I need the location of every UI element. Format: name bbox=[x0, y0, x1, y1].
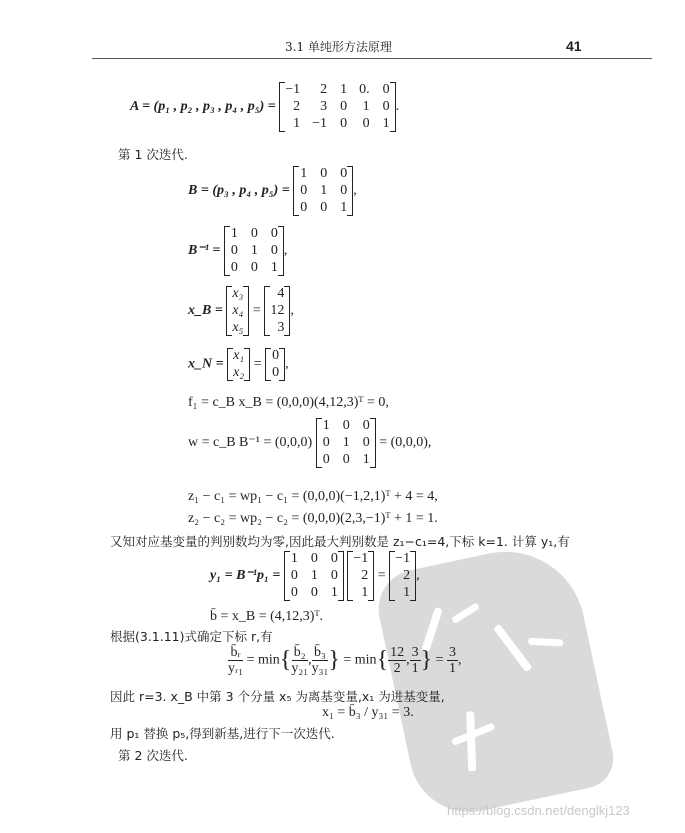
equation-z1: z₁ − c₁ = wp₁ − c₁ = (0,0,0)(−1,2,1)ᵀ + 4 = 4, bbox=[188, 489, 438, 504]
paragraph-4: 用 p₁ 替换 p₅,得到新基,进行下一次迭代. bbox=[110, 726, 335, 741]
iteration-2-heading: 第 2 次迭代. bbox=[118, 748, 188, 763]
matrix-cell: 0 bbox=[290, 568, 298, 583]
matrix-cell: 0 bbox=[250, 260, 258, 275]
eq-tail: , bbox=[285, 356, 289, 372]
fraction bbox=[388, 645, 406, 676]
stamp-stroke bbox=[451, 602, 480, 624]
eq-tail: , bbox=[283, 243, 288, 259]
matrix-cell: 1 bbox=[320, 183, 328, 198]
equation-A bbox=[130, 82, 399, 132]
matrix-cell: 0 bbox=[300, 183, 308, 198]
numerator: 12 bbox=[390, 645, 405, 660]
matrix-cell: 2 bbox=[320, 82, 328, 97]
matrix-cell: 0 bbox=[322, 452, 330, 467]
eq-lhs: x_B = bbox=[188, 303, 223, 319]
matrix-cell: 0 bbox=[230, 243, 238, 258]
matrix-cell: 0 bbox=[270, 243, 278, 258]
matrix-cell: 0 bbox=[300, 200, 308, 215]
matrix-cell: 0 bbox=[330, 551, 338, 566]
fraction bbox=[410, 645, 421, 676]
matrix-cell: 0 bbox=[272, 348, 280, 363]
equation-x1: x₁ = b̄₃ / y₃₁ = 3. bbox=[322, 705, 414, 720]
eq-lhs: B = (p₃ , p₄ , p₅) = bbox=[188, 183, 290, 199]
matrix-B bbox=[293, 166, 353, 216]
matrix-cell: 2 bbox=[293, 99, 301, 114]
matrix-cell: 1 bbox=[293, 116, 301, 131]
vector-p1 bbox=[347, 551, 374, 601]
matrix-cell: 12 bbox=[270, 303, 285, 318]
matrix-cell: 1 bbox=[230, 226, 238, 241]
matrix-cell: 1 bbox=[403, 585, 411, 600]
matrix-cell: 0 bbox=[270, 226, 278, 241]
eq-sign: = min bbox=[246, 652, 280, 668]
right-brace: } bbox=[420, 647, 433, 673]
matrix-cell: 2 bbox=[403, 568, 411, 583]
matrix-cell: 1 bbox=[310, 568, 318, 583]
header-rule bbox=[92, 58, 652, 59]
denominator: yᵣ₁ bbox=[228, 661, 244, 676]
equation-w bbox=[188, 418, 431, 468]
matrix-B-inverse bbox=[224, 226, 284, 276]
eq-sign: = bbox=[253, 356, 262, 372]
matrix-cell: x₄ bbox=[232, 303, 244, 318]
denominator: 1 bbox=[449, 661, 457, 676]
equation-b-bar: b̄ = x_B = (4,12,3)ᵀ. bbox=[210, 609, 324, 624]
matrix-B-inverse bbox=[284, 551, 344, 601]
eq-lhs: x_N = bbox=[188, 356, 224, 372]
matrix-cell: x₅ bbox=[232, 320, 244, 335]
matrix-cell: 1 bbox=[340, 200, 348, 215]
numerator: b̄ᵣ bbox=[230, 645, 241, 660]
matrix-cell: 1 bbox=[362, 99, 370, 114]
matrix-cell: x₂ bbox=[233, 365, 245, 380]
matrix-cell: 1 bbox=[250, 243, 258, 258]
matrix-cell: 0 bbox=[362, 418, 370, 433]
matrix-cell: 0 bbox=[320, 200, 328, 215]
numerator: 3 bbox=[449, 645, 457, 660]
left-brace: { bbox=[279, 647, 292, 673]
matrix-cell: 0 bbox=[290, 585, 298, 600]
matrix-cell: 3 bbox=[277, 320, 285, 335]
paragraph-3: 因此 r=3. x_B 中第 3 个分量 x₅ 为离基变量,x₁ 为进基变量, bbox=[110, 689, 445, 704]
eq-sign: = bbox=[377, 568, 386, 584]
matrix-cell: 1 bbox=[382, 116, 390, 131]
right-brace: } bbox=[328, 647, 340, 673]
eq-lhs: w = c_B B⁻¹ = (0,0,0) bbox=[188, 435, 313, 451]
equation-f1: f₁ = c_B x_B = (0,0,0)(4,12,3)ᵀ = 0, bbox=[188, 395, 389, 410]
matrix-cell: 0 bbox=[382, 99, 390, 114]
matrix-cell: 1 bbox=[300, 166, 308, 181]
denominator: 2 bbox=[393, 661, 401, 676]
watermark: https://blog.csdn.net/denglkj123 bbox=[447, 803, 630, 818]
matrix-cell: 0 bbox=[382, 82, 390, 97]
matrix-cell: 0 bbox=[340, 116, 348, 131]
denominator: y₂₁ bbox=[291, 661, 309, 676]
matrix-cell: 0 bbox=[230, 260, 238, 275]
matrix-cell: 1 bbox=[330, 585, 338, 600]
matrix-A bbox=[279, 82, 395, 132]
eq-lhs: B⁻¹ = bbox=[188, 243, 221, 259]
fraction bbox=[228, 645, 243, 676]
matrix-cell: 3 bbox=[320, 99, 328, 114]
fraction bbox=[312, 645, 329, 676]
eq-tail: , bbox=[458, 652, 462, 668]
matrix-cell: −1 bbox=[312, 116, 328, 131]
matrix-cell: −1 bbox=[395, 551, 411, 566]
matrix-cell: 0 bbox=[322, 435, 330, 450]
matrix-cell: 0 bbox=[362, 435, 370, 450]
eq-tail: . bbox=[395, 99, 400, 115]
equation-B-inverse bbox=[188, 226, 287, 276]
matrix-cell: x₁ bbox=[233, 348, 245, 363]
equation-y1 bbox=[210, 551, 420, 601]
matrix-cell: 1 bbox=[270, 260, 278, 275]
matrix-cell: 0 bbox=[362, 116, 370, 131]
equation-B bbox=[188, 166, 357, 216]
fraction bbox=[447, 645, 458, 676]
matrix-cell: 0 bbox=[272, 365, 280, 380]
stamp-stroke bbox=[466, 711, 476, 771]
matrix-cell: x₃ bbox=[232, 286, 244, 301]
eq-tail: = (0,0,0), bbox=[379, 435, 432, 451]
numerator: b̄₂ bbox=[293, 645, 306, 660]
stamp-stroke bbox=[528, 638, 563, 647]
matrix-identity bbox=[316, 418, 376, 468]
fraction bbox=[291, 645, 308, 676]
matrix-cell: 0 bbox=[310, 585, 318, 600]
matrix-cell: 0 bbox=[340, 166, 348, 181]
equation-z2: z₂ − c₂ = wp₂ − c₂ = (0,0,0)(2,3,−1)ᵀ + 1 = 1. bbox=[188, 511, 438, 526]
matrix-cell: 0 bbox=[320, 166, 328, 181]
stamp-stroke bbox=[493, 624, 532, 673]
matrix-cell: 0 bbox=[250, 226, 258, 241]
matrix-cell: 1 bbox=[361, 585, 369, 600]
denominator: 1 bbox=[411, 661, 419, 676]
matrix-cell: 0 bbox=[340, 99, 348, 114]
matrix-cell: 1 bbox=[322, 418, 330, 433]
matrix-cell: 1 bbox=[340, 82, 348, 97]
equation-xN bbox=[188, 348, 289, 381]
equation-xB bbox=[188, 286, 294, 336]
vector-xB-values bbox=[264, 286, 290, 336]
eq-sign: = min bbox=[343, 652, 377, 668]
equation-min-ratio: $\frac{\text{b̄ᵣ}}{\text{yᵣ₁}}$ = min{ $\frac{\text{b̄₂}}{\text{y₂₁}}$ , $\frac{\text{b̄₃}}{\text{y₃₁}}$ } = min{ $\frac{12}{2}$ , $\frac{3}{1}$ } = $\frac{3}{1}$ , bbox=[228, 645, 462, 676]
matrix-cell: −1 bbox=[353, 551, 369, 566]
matrix-cell: 0 bbox=[342, 452, 350, 467]
matrix-cell: 1 bbox=[342, 435, 350, 450]
vector-xN-values bbox=[265, 348, 285, 381]
vector-xN bbox=[227, 348, 250, 381]
numerator: 3 bbox=[411, 645, 419, 660]
matrix-cell: 1 bbox=[290, 551, 298, 566]
paragraph-2: 根据(3.1.11)式确定下标 r,有 bbox=[110, 629, 273, 644]
matrix-cell: 2 bbox=[361, 568, 369, 583]
matrix-cell: 1 bbox=[362, 452, 370, 467]
matrix-cell: 0 bbox=[340, 183, 348, 198]
matrix-cell: 4 bbox=[277, 286, 285, 301]
matrix-cell: 0. bbox=[359, 82, 370, 97]
iteration-1-heading: 第 1 次迭代. bbox=[118, 147, 188, 162]
eq-sign: = bbox=[252, 303, 261, 319]
eq-sign: = bbox=[435, 652, 444, 668]
numerator: b̄₃ bbox=[314, 645, 326, 660]
paragraph-1: 又知对应基变量的判别数均为零,因此最大判别数是 z₁−c₁=4,下标 k=1. 计算 y₁,有 bbox=[110, 534, 570, 549]
section-header: 3.1 单纯形方法原理 bbox=[285, 40, 392, 54]
eq-tail: , bbox=[416, 568, 420, 584]
denominator: y₃₁ bbox=[311, 661, 329, 676]
matrix-cell: 0 bbox=[330, 568, 338, 583]
vector-xB bbox=[226, 286, 249, 336]
matrix-cell: 0 bbox=[310, 551, 318, 566]
eq-tail: , bbox=[353, 183, 357, 199]
left-brace: { bbox=[376, 647, 389, 673]
vector-y1 bbox=[389, 551, 416, 601]
matrix-cell: 0 bbox=[342, 418, 350, 433]
eq-lhs: A = (p₁ , p₂ , p₃ , p₄ , p₅) = bbox=[130, 99, 276, 115]
eq-lhs: y₁ = B⁻¹p₁ = bbox=[210, 568, 281, 584]
page-number: 41 bbox=[566, 38, 582, 54]
matrix-cell: −1 bbox=[285, 82, 301, 97]
eq-tail: , bbox=[290, 303, 294, 319]
